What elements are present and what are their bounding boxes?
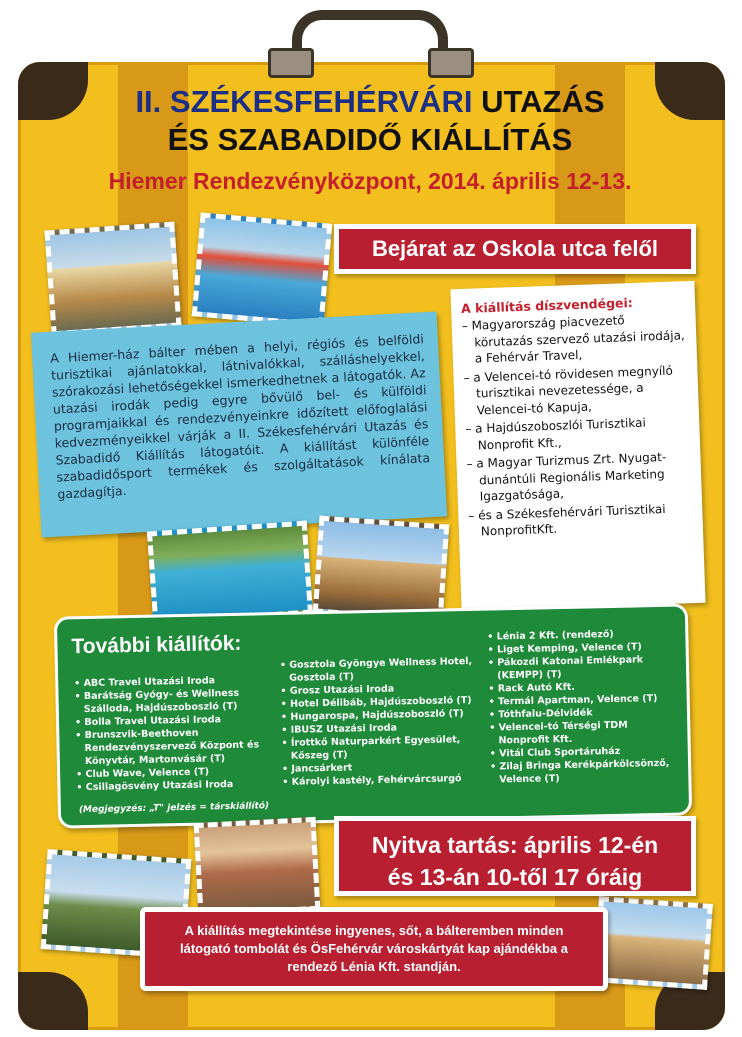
exhibitor-item: • Grosz Utazási Iroda xyxy=(280,683,395,697)
guest-item: – a Hajdúszoboszlói Turisztikai Nonprofit Kft., xyxy=(465,415,647,452)
exhibitor-item: • Vitál Club Sportáruház xyxy=(489,745,621,760)
exhibitor-item: • Barátság Gyógy- és Wellness Szálloda, Hajdúszoboszló (T) xyxy=(74,687,240,716)
photo-water-park xyxy=(192,212,333,327)
exhibitors-column-3 xyxy=(487,627,680,787)
photo-thermal-pool xyxy=(147,521,313,626)
guest-item: – a Velencei-tó rövidesen megnyíló turisztikai nevezetessége, a Velencei-tó Kapuja, xyxy=(463,363,674,418)
entrance-banner: Bejárat az Oskola utca felől xyxy=(334,224,696,274)
exhibitor-item: • Pákozdi Katonai Emlékpark (KEMPP) (T) xyxy=(487,654,644,682)
exhibitor-item: • Írottkő Naturparkért Egyesület, Kőszeg (T) xyxy=(281,734,461,762)
exhibitors-note: (Megjegyzés: „T" jelzés = társkiállító) xyxy=(78,801,270,816)
photo-townhouse xyxy=(593,896,713,990)
opening-hours-banner xyxy=(334,816,696,896)
intro-panel xyxy=(31,312,447,538)
exhibitor-item: • Termál Apartman, Velence (T) xyxy=(488,693,658,708)
exhibitor-item: • Zilaj Bringa Kerékpárkölcsönző, Velence (T) xyxy=(489,757,670,786)
exhibitors-panel xyxy=(54,603,692,828)
opening-hours-line-2: és 13-án 10-től 17 óráig xyxy=(387,864,643,890)
exhibitor-item: • Bolla Travel Utazási Iroda xyxy=(74,714,222,729)
exhibitor-item: • Csillagösvény Utazási Iroda xyxy=(76,778,234,794)
exhibitor-item: • Gosztola Gyöngye Wellness Hotel, Gosztola (T) xyxy=(279,655,473,684)
guest-item: – Magyarország piacvezető körutazás szervező utazási irodája, a Fehérvár Travel, xyxy=(461,313,685,366)
guests-title: A kiállítás díszvendégei: xyxy=(460,295,634,316)
exhibitors-title: További kiállítók: xyxy=(71,631,242,659)
clasp-icon xyxy=(268,48,314,78)
exhibitor-item: • Brunszvik-Beethoven Rendezvényszervező Központ és Könyvtár, Martonvásár (T) xyxy=(75,727,260,768)
guest-item: – a Magyar Turizmus Zrt. Nyugat-dunántúli Regionális Marketing Igazgatósága, xyxy=(466,449,667,504)
free-entry-note: A kiállítás megtekintése ingyenes, sőt, a bálteremben minden látogató tombolát és ÖsFehérvár városkártyát kap ajándékba a rendező Lénia Kft. standján. xyxy=(140,907,608,991)
exhibitor-item: • Lénia 2 Kft. (rendező) xyxy=(487,628,614,643)
title-line-2: ÉS SZABADIDŐ KIÁLLÍTÁS xyxy=(167,122,573,157)
suitcase-handle-icon xyxy=(292,10,448,72)
exhibitor-item: • Jancsárkert xyxy=(281,762,353,775)
exhibitor-item: • Velencei-tó Térségi TDM Nonprofit Kft. xyxy=(489,719,628,747)
title-line-1 xyxy=(40,84,700,120)
exhibitor-item: • IBUSZ Utazási Iroda xyxy=(281,722,398,736)
exhibitor-item: • ABC Travel Utazási Iroda xyxy=(74,675,216,690)
exhibitor-item: • Tóthfalu-Délvidék xyxy=(488,707,593,721)
exhibitors-column-2 xyxy=(280,655,479,789)
photo-palace-courtyard xyxy=(194,817,321,917)
exhibitor-item: • Liget Kemping, Velence (T) xyxy=(487,641,642,656)
title-blue-part: II. SZÉKESFEHÉRVÁRI xyxy=(135,84,473,119)
exhibitor-item: • Károlyi kastély, Fehérvárcsurgó xyxy=(282,773,462,788)
exhibitor-item: • Hungarospa, Hajdúszoboszló (T) xyxy=(280,708,464,723)
photo-town-square xyxy=(313,516,450,623)
clasp-icon xyxy=(428,48,474,78)
event-subtitle: Hiemer Rendezvényközpont, 2014. április 12-13. xyxy=(108,168,632,194)
exhibitor-item: • Rack Autó Kft. xyxy=(488,681,576,695)
exhibitors-column-1 xyxy=(74,673,272,794)
guests-panel xyxy=(450,281,705,611)
exhibitor-item: • Club Wave, Velence (T) xyxy=(76,766,210,781)
opening-hours-line-1: Nyitva tartás: április 12-én xyxy=(371,832,659,858)
photo-hiemer-house xyxy=(44,222,181,337)
intro-text: A Hiemer-ház bálter mében a helyi, régiós és belföldi turisztikai ajánlatokkal, látnivalókkal, szálláshelyekkel, szórakozási lehetőségekkel ismerkedhetnek a látogatók. Az utazási irodák pedig egyre bővülő bel- és külföldi programjaikkal és rendezvényeinkre időzített előfoglalási kedvezményeikkel várják a II. Székesfehérvári Utazás és Szabadidő Kiállítás látogatóit. A kiállítást különféle szabadidősport termékek és szolgáltatások kínálata gazdagítja. xyxy=(49,331,431,502)
exhibitor-item: • Hotel Délibáb, Hajdúszoboszló (T) xyxy=(280,694,472,710)
guest-item: – és a Székesfehérvári Turisztikai NonprofitKft. xyxy=(468,501,666,539)
title-black-part: UTAZÁS xyxy=(481,84,605,119)
